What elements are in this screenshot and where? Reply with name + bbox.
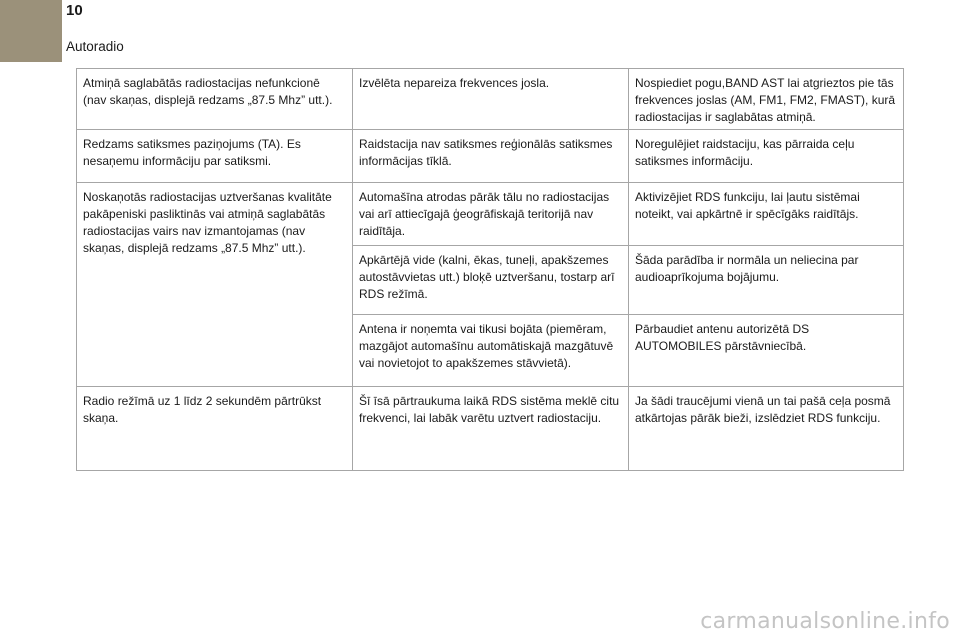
cause-cell: Antena ir noņemta vai tikusi bojāta (piemēram, mazgājot automašīnu automātiskajā mazgātuvē vai novietojot to apakšzemes stāvvietā).: [353, 315, 629, 387]
problem-cell: Atmiņā saglabātās radiostacijas nefunkcionē (nav skaņas, displejā redzams „87.5 Mhz” utt.).: [77, 69, 353, 130]
table-row: [77, 387, 904, 471]
section-title: Autoradio: [66, 39, 124, 54]
problem-cell: Radio režīmā uz 1 līdz 2 sekundēm pārtrūkst skaņa.: [77, 387, 353, 471]
solution-cell: Pārbaudiet antenu autorizētā DS AUTOMOBILES pārstāvniecībā.: [629, 315, 904, 387]
cause-cell: Izvēlēta nepareiza frekvences josla.: [353, 69, 629, 130]
page-number: 10: [66, 2, 83, 19]
troubleshooting-table: [76, 68, 904, 471]
table-row: [77, 130, 904, 183]
solution-cell: Aktivizējiet RDS funkciju, lai ļautu sistēmai noteikt, vai apkārtnē ir spēcīgāks raidītājs.: [629, 183, 904, 246]
table-row: [77, 183, 904, 246]
problem-cell: Redzams satiksmes paziņojums (TA). Es nesaņemu informāciju par satiksmi.: [77, 130, 353, 183]
problem-cell: Noskaņotās radiostacijas uztveršanas kvalitāte pakāpeniski pasliktinās vai atmiņā saglabātās radiostacijas vairs nav izmantojamas (nav skaņas, displejā redzams „87.5 Mhz” utt.).: [77, 183, 353, 387]
solution-cell: Šāda parādība ir normāla un neliecina par audioaprīkojuma bojājumu.: [629, 246, 904, 315]
solution-cell: Noregulējiet raidstaciju, kas pārraida ceļu satiksmes informāciju.: [629, 130, 904, 183]
solution-cell: Nospiediet pogu,BAND AST lai atgrieztos pie tās frekvences joslas (AM, FM1, FM2, FMAST), kurā radiostacijas ir saglabātas atmiņā.: [629, 69, 904, 130]
corner-tab: [0, 0, 62, 62]
cause-cell: Automašīna atrodas pārāk tālu no radiostacijas vai arī attiecīgajā ģeogrāfiskajā teritorijā nav raidītāja.: [353, 183, 629, 246]
table-row: [77, 69, 904, 130]
cause-cell: Šī īsā pārtraukuma laikā RDS sistēma meklē citu frekvenci, lai labāk varētu uztvert radiostaciju.: [353, 387, 629, 471]
cause-cell: Raidstacija nav satiksmes reģionālās satiksmes informācijas tīklā.: [353, 130, 629, 183]
cause-cell: Apkārtējā vide (kalni, ēkas, tuneļi, apakšzemes autostāvvietas utt.) bloķē uztveršanu, tostarp arī RDS režīmā.: [353, 246, 629, 315]
solution-cell: Ja šādi traucējumi vienā un tai pašā ceļa posmā atkārtojas pārāk bieži, izslēdziet RDS funkciju.: [629, 387, 904, 471]
watermark: carmanualsonline.info: [700, 609, 950, 634]
